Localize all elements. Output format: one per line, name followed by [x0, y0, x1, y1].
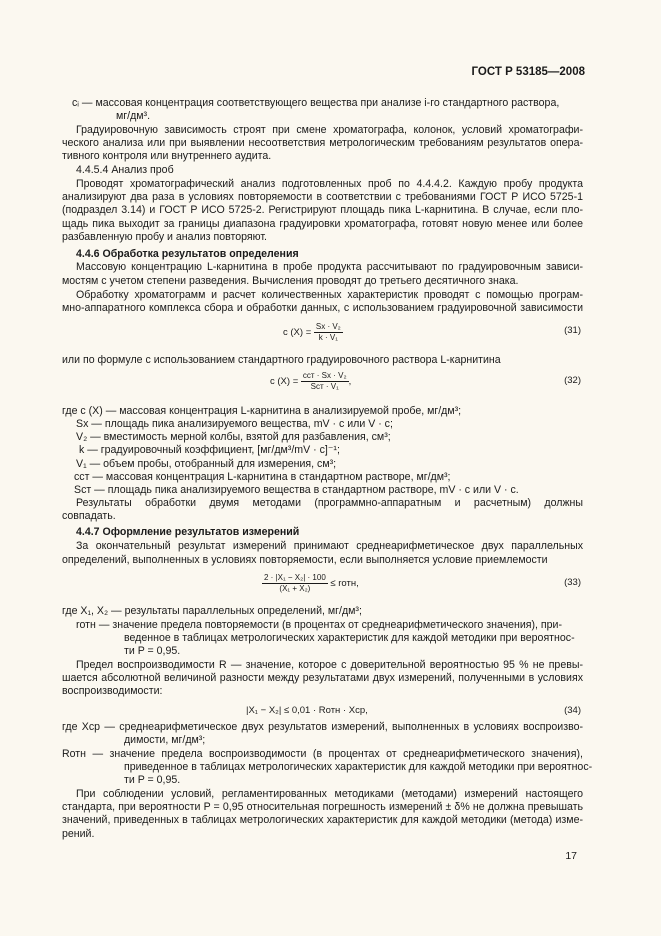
text-line: где Xср — среднеарифметическое двух результатов измерений, выполненных в условиях воспроизво- [62, 721, 583, 733]
numerator: cст · Sx · V₂ [302, 371, 347, 380]
fraction [301, 371, 349, 392]
text-line: щадь пика выходит за границы диапазона градуировки хроматографа, готовят новую менее или более [62, 218, 583, 230]
text-line: ти P = 0,95. [124, 774, 181, 786]
page-number: 17 [565, 850, 577, 862]
text-line: рений. [62, 828, 95, 840]
text-line: (подраздел 3.14) и ГОСТ Р ИСО 5725-2. Регистрируют площадь пика L-карнитина. В случае, если пло- [62, 204, 583, 216]
formula-lhs: c (X) = [270, 376, 299, 388]
numerator: 2 · |X₁ − X₂| · 100 [264, 573, 326, 582]
equation-number: (31) [564, 325, 581, 336]
text-line: мг/дм³. [116, 110, 151, 122]
text-line: определений, выполненных в условиях повторяемости, если выполняется условие приемлемости [62, 554, 548, 566]
text-line: тивного контроля или внутреннего аудита. [62, 150, 272, 162]
text-line: разбавленную пробу и анализ повторяют. [62, 231, 267, 243]
subsection-heading: 4.4.5.4 Анализ проб [76, 164, 174, 176]
formula-lhs: c (X) = [283, 327, 312, 339]
text-line: rотн — значение предела повторяемости (в процентах от среднеарифметического значения), при- [76, 619, 563, 631]
text-line: Проводят хроматографический анализ подготовленных проб по 4.4.4.2. Каждую пробу продукта [76, 178, 583, 190]
text-line: Обработку хроматограмм и расчет количественных характеристик проводят с помощью програм- [76, 289, 583, 301]
text-line: ти P = 0,95. [124, 645, 181, 657]
section-heading: 4.4.7 Оформление результатов измерений [76, 526, 300, 538]
equation-number: (33) [564, 577, 581, 588]
fraction [314, 322, 343, 343]
formula-33 [262, 573, 359, 594]
text-line: веденное в таблицах метрологических характеристик для каждой методики при вероятнос- [124, 632, 575, 644]
text-line: Sст — площадь пика анализируемого вещества в стандартном растворе, mV · c или V · c. [74, 484, 519, 496]
text-line: совпадать. [62, 510, 116, 522]
text-line: мостям с учетом степени разведения. Вычисления проводят до третьего десятичного знака. [62, 275, 519, 287]
denominator: k · V₁ [318, 333, 338, 342]
text-line: мно-аппаратного комплекса сбора и обработки данных, с использованием градуировочной зависимости [62, 302, 583, 314]
text-line: анализируют два раза в условиях повторяемости в соответствии с требованиями ГОСТ Р ИСО 5725-1 [62, 191, 583, 203]
section-heading: 4.4.6 Обработка результатов определения [76, 248, 299, 260]
text-line: Массовую концентрацию L-карнитина в пробе продукта рассчитывают по градуировочным зависи- [76, 261, 583, 273]
formula-34: |X₁ − X₂| ≤ 0,01 · Rотн · Xср, [246, 705, 368, 716]
text-line: Sx — площадь пика анализируемого вещества, mV · c или V · c; [76, 418, 393, 430]
standard-header: ГОСТ Р 53185—2008 [471, 66, 585, 78]
text-line: ческого анализа или при выявлении несоответствия метрологическим требованиям результатов опера- [62, 137, 583, 149]
text-line: приведенное в таблицах метрологических характеристик для каждой методики при вероятнос- [124, 761, 593, 773]
denominator: Sст · V₁ [310, 382, 339, 391]
equation-number: (34) [564, 705, 581, 716]
formula-tail: ≤ rотн, [330, 578, 359, 590]
text-line: V₁ — объем пробы, отобранный для измерения, см³; [76, 458, 337, 470]
text-line: Градуировочную зависимость строят при смене хроматографа, колонок, условий хроматографи- [76, 124, 583, 136]
text-line: воспроизводимости: [62, 685, 163, 697]
formula-32 [270, 371, 351, 392]
text-line: шается абсолютной величиной разности между результатами двух измерений, полученными в условиях [62, 672, 583, 684]
text-line: стандарта, при вероятности P = 0,95 относительная погрешность измерений ± δ% не должна превышать [62, 801, 583, 813]
text-line: k — градуировочный коэффициент, [мг/дм³/mV · c]⁻¹; [79, 444, 340, 456]
numerator: Sx · V₂ [315, 322, 341, 331]
denominator: (X₁ + X₂) [279, 584, 311, 593]
text-line: cᵢ — массовая концентрация соответствующего вещества при анализе i-го стандартного раствора, [72, 97, 560, 109]
text-line: При соблюдении условий, регламентированных методиками (методами) измерений настоящего [76, 788, 583, 800]
text-line: или по формуле с использованием стандартного градуировочного раствора L-карнитина [62, 354, 501, 366]
text-line: Результаты обработки двумя методами (программно-аппаратным и расчетным) должны [76, 497, 583, 509]
equation-number: (32) [564, 375, 581, 386]
fraction [262, 573, 328, 594]
text-line: значений, приведенных в таблицах метрологических характеристик для каждой методики (метода) изме- [62, 814, 583, 826]
text-line: где c (X) — массовая концентрация L-карнитина в анализируемой пробе, мг/дм³; [62, 405, 462, 417]
text-line: V₂ — вместимость мерной колбы, взятой для разбавления, см³; [76, 431, 391, 443]
formula-31 [283, 322, 343, 343]
text-line: Rотн — значение предела воспроизводимости (в процентах от среднеарифметического значения), [62, 748, 583, 760]
text-line: где X₁, X₂ — результаты параллельных определений, мг/дм³; [62, 605, 362, 617]
text-line: cст — массовая концентрация L-карнитина в стандартном растворе, мг/дм³; [74, 471, 451, 483]
formula-tail: , [348, 376, 352, 388]
text-line: димости, мг/дм³; [124, 734, 206, 746]
text-line: Предел воспроизводимости R — значение, которое с доверительной вероятностью 95 % не превы- [76, 659, 583, 671]
text-line: За окончательный результат измерений принимают среднеарифметическое двух параллельных [76, 540, 583, 552]
